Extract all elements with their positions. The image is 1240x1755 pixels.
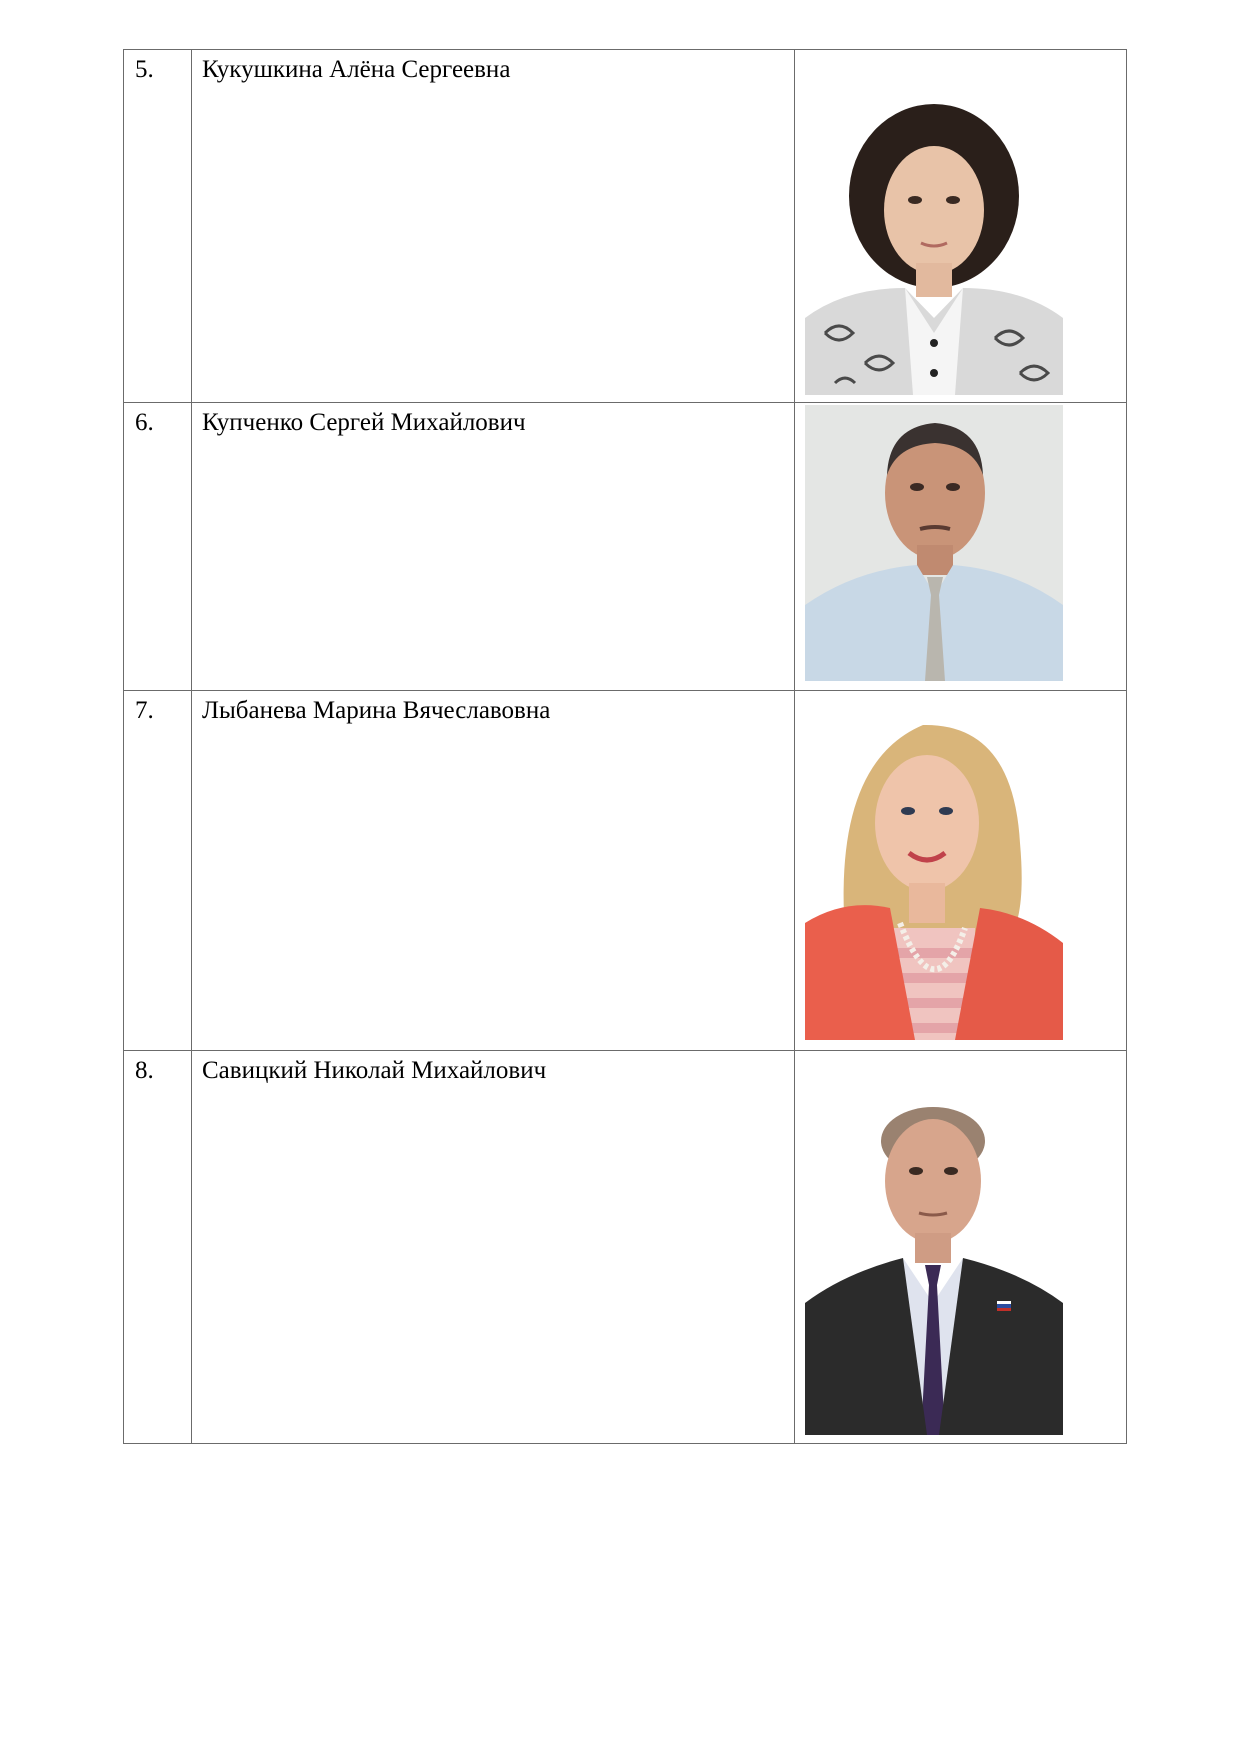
photo-cell — [795, 403, 1127, 691]
row-number: 8. — [124, 1051, 192, 1444]
table-row — [124, 403, 1127, 691]
portrait-photo — [805, 98, 1063, 395]
row-number: 6. — [124, 403, 192, 691]
table-row — [124, 50, 1127, 403]
portrait-photo — [805, 405, 1063, 681]
person-name: Лыбанева Марина Вячеславовна — [192, 691, 795, 1051]
table-row — [124, 691, 1127, 1051]
row-number: 5. — [124, 50, 192, 403]
photo-cell — [795, 691, 1127, 1051]
portrait-photo — [805, 693, 1063, 1040]
person-name: Савицкий Николай Михайлович — [192, 1051, 795, 1444]
candidates-table — [123, 49, 1127, 1444]
portrait-photo — [805, 1053, 1063, 1435]
photo-cell — [795, 50, 1127, 403]
person-name: Кукушкина Алёна Сергеевна — [192, 50, 795, 403]
table-row — [124, 1051, 1127, 1444]
person-name: Купченко Сергей Михайлович — [192, 403, 795, 691]
photo-cell — [795, 1051, 1127, 1444]
row-number: 7. — [124, 691, 192, 1051]
